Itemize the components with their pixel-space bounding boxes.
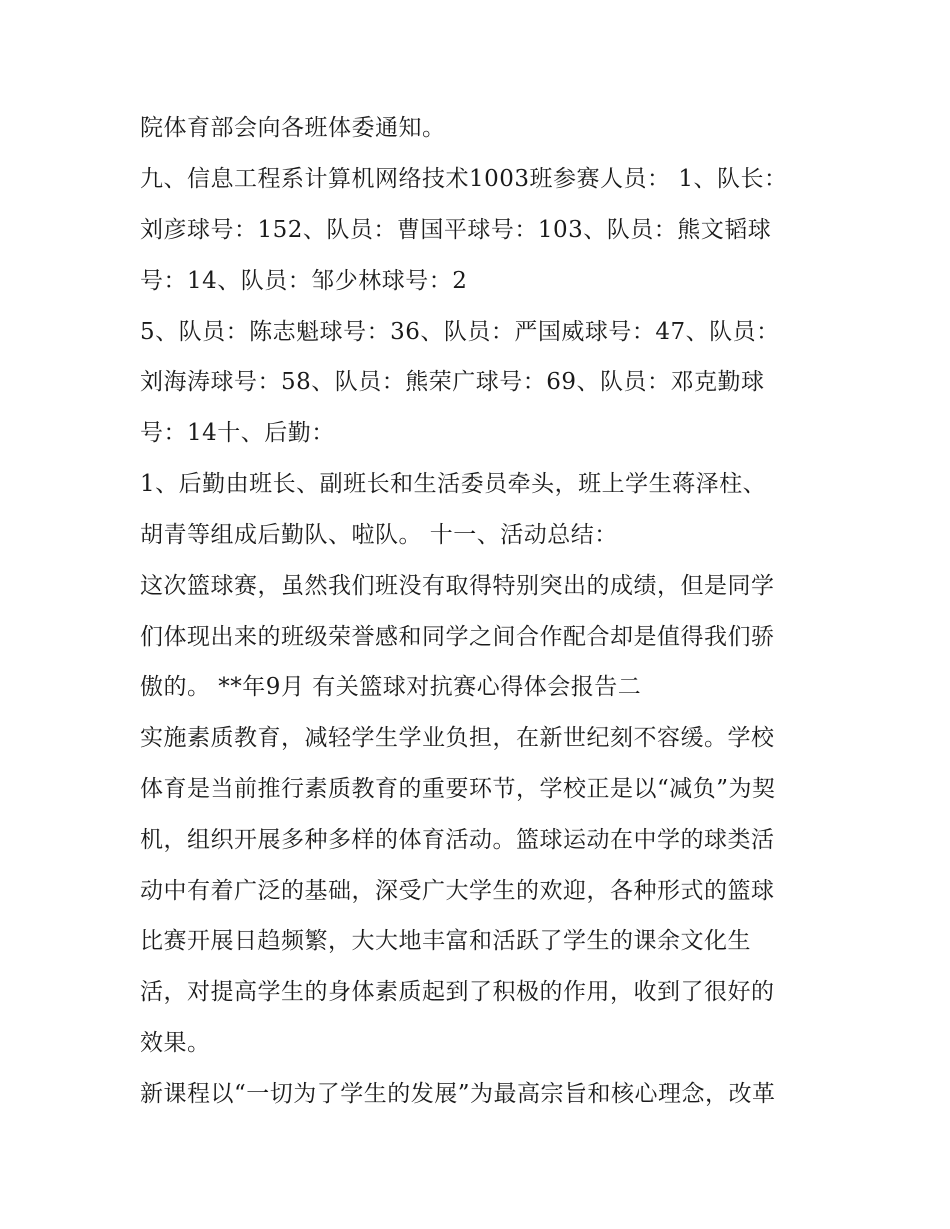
text-line: 院体育部会向各班体委通知。 — [140, 115, 446, 141]
text-line: 活，对提高学生的身体素质起到了积极的作用，收到了很好的 — [140, 979, 775, 1005]
text-line: 刘彦球号：152、队员：曹国平球号：103、队员：熊文韬球 — [140, 217, 772, 243]
text-line: 实施素质教育，减轻学生学业负担，在新世纪刻不容缓。学校 — [140, 725, 775, 751]
text-line: 刘海涛球号：58、队员：熊荣广球号：69、队员：邓克勤球 — [140, 369, 765, 395]
text-line: 们体现出来的班级荣誉感和同学之间合作配合却是值得我们骄 — [140, 624, 775, 650]
text-line: 体育是当前推行素质教育的重要环节，学校正是以“减负”为契 — [140, 776, 776, 802]
text-line: 效果。 — [140, 1030, 211, 1056]
text-line: 号：14、队员：邹少林球号：2 — [140, 268, 468, 294]
text-line: 比赛开展日趋频繁，大大地丰富和活跃了学生的课余文化生 — [140, 928, 751, 954]
text-line: 机，组织开展多种多样的体育活动。篮球运动在中学的球类活 — [140, 827, 775, 853]
text-line: 新课程以“一切为了学生的发展”为最高宗旨和核心理念，改革 — [140, 1081, 776, 1107]
text-line: 这次篮球赛，虽然我们班没有取得特别突出的成绩，但是同学 — [140, 573, 775, 599]
text-line: 九、信息工程系计算机网络技术1003班参赛人员： 1、队长： — [140, 166, 788, 192]
text-line: 胡青等组成后勤队、啦队。 十一、活动总结： — [140, 522, 618, 548]
text-line: 号：14十、后勤： — [140, 420, 335, 446]
text-line: 5、队员：陈志魁球号：36、队员：严国威球号：47、队员： — [140, 319, 780, 345]
text-line: 傲的。 **年9月 有关篮球对抗赛心得体会报告二 — [140, 674, 642, 700]
text-line: 1、后勤由班长、副班长和生活委员牵头，班上学生蒋泽柱、 — [140, 471, 767, 497]
text-line: 动中有着广泛的基础，深受广大学生的欢迎，各种形式的篮球 — [140, 878, 775, 904]
